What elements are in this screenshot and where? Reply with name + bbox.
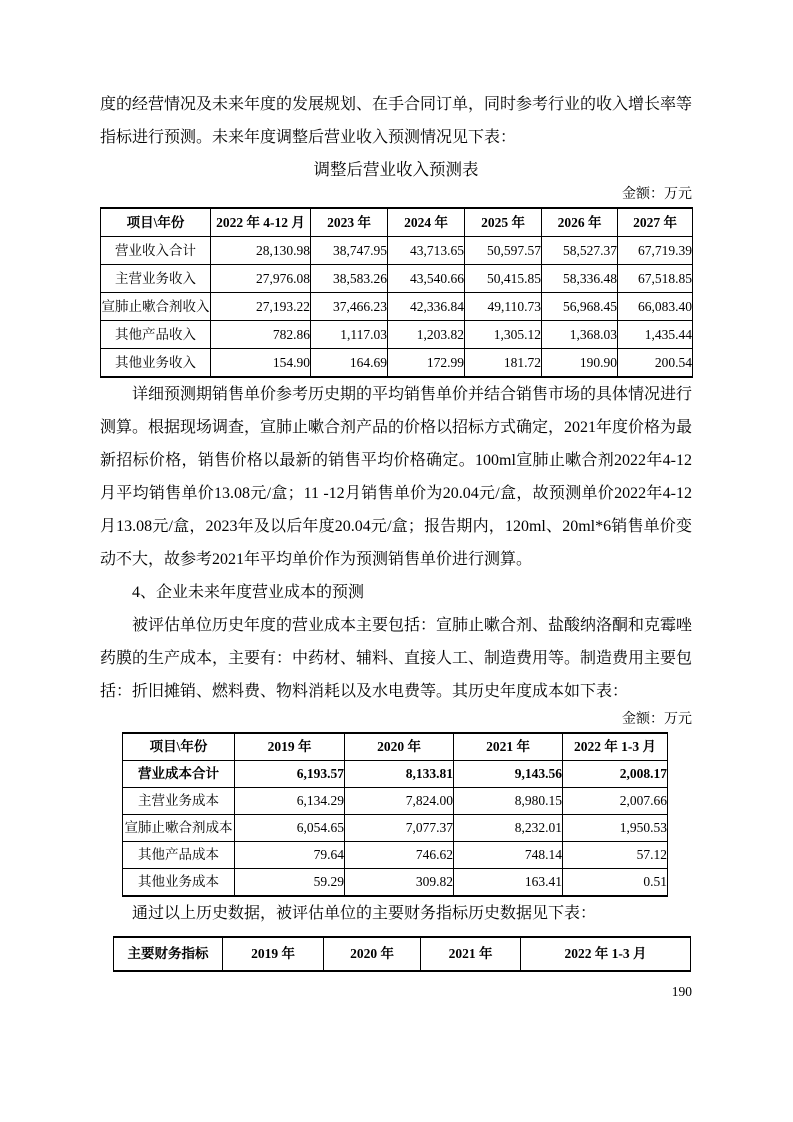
paragraph-intro: 度的经营情况及未来年度的发展规划、在手合同订单，同时参考行业的收入增长率等指标进行预测。未来年度调整后营业收入预测情况见下表： [100, 96, 693, 146]
table-cell: 190.90 [542, 349, 618, 378]
table-cell: 66,083.40 [618, 293, 693, 321]
table-header-cell: 2022 年 1-3 月 [563, 733, 668, 761]
table-cell: 7,824.00 [345, 788, 454, 815]
table-cell: 67,518.85 [618, 265, 693, 293]
table-header-cell: 2026 年 [542, 208, 618, 237]
table-cell: 27,193.22 [211, 293, 311, 321]
table-cell: 748.14 [454, 842, 563, 869]
row-label: 主营业务成本 [123, 788, 235, 815]
table-cell: 2,007.66 [563, 788, 668, 815]
table-cell: 57.12 [563, 842, 668, 869]
table-row [101, 321, 693, 349]
table-cell: 8,980.15 [454, 788, 563, 815]
table-cell: 43,540.66 [388, 265, 465, 293]
table-header-cell: 2020 年 [345, 733, 454, 761]
revenue-forecast-table [100, 207, 693, 378]
table-cell: 181.72 [465, 349, 542, 378]
table-cell: 6,134.29 [235, 788, 345, 815]
table-row [101, 293, 693, 321]
table-cell: 56,968.45 [542, 293, 618, 321]
table-header-cell: 项目\年份 [101, 208, 211, 237]
table-header-cell: 2022 年 4-12 月 [211, 208, 311, 237]
table-cell: 50,597.57 [465, 237, 542, 265]
table-cell: 37,466.23 [311, 293, 388, 321]
table-row [101, 265, 693, 293]
table-row [123, 869, 668, 897]
table-cell: 28,130.98 [211, 237, 311, 265]
row-label: 其他产品收入 [101, 321, 211, 349]
table-cell: 38,747.95 [311, 237, 388, 265]
section-heading: 4、企业未来年度营业成本的预测 [132, 584, 365, 601]
table-row-total [123, 761, 668, 788]
table-cell: 7,077.37 [345, 815, 454, 842]
table-cell: 746.62 [345, 842, 454, 869]
table-cell: 172.99 [388, 349, 465, 378]
table-header-row [101, 208, 693, 237]
table-cell: 782.86 [211, 321, 311, 349]
table1-title: 调整后营业收入预测表 [313, 160, 479, 179]
table-cell: 200.54 [618, 349, 693, 378]
row-label: 营业成本合计 [123, 761, 235, 788]
table-cell: 59.29 [235, 869, 345, 897]
table-cell: 1,435.44 [618, 321, 693, 349]
table-cell: 43,713.65 [388, 237, 465, 265]
table-header-cell: 2019 年 [235, 733, 345, 761]
table-row [123, 815, 668, 842]
table-cell: 8,232.01 [454, 815, 563, 842]
table-header-cell: 2021 年 [421, 937, 521, 971]
table-row [123, 842, 668, 869]
table-cell: 1,950.53 [563, 815, 668, 842]
table-cell: 309.82 [345, 869, 454, 897]
table-cell: 0.51 [563, 869, 668, 897]
table-cell: 1,305.12 [465, 321, 542, 349]
row-label: 宣肺止嗽合剂收入 [101, 293, 211, 321]
table-cell: 6,054.65 [235, 815, 345, 842]
table-row [123, 788, 668, 815]
table-header-row [123, 733, 668, 761]
row-label: 主营业务收入 [101, 265, 211, 293]
table-cell: 38,583.26 [311, 265, 388, 293]
table-header-cell: 2021 年 [454, 733, 563, 761]
table-row [101, 349, 693, 378]
table-header-cell: 2027 年 [618, 208, 693, 237]
table2-unit-label: 金额：万元 [622, 712, 692, 727]
table-header-cell: 2022 年 1-3 月 [521, 937, 691, 971]
table-cell: 27,976.08 [211, 265, 311, 293]
table-cell: 79.64 [235, 842, 345, 869]
table-header-cell: 2019 年 [223, 937, 324, 971]
table-cell: 163.41 [454, 869, 563, 897]
table-header-cell: 2025 年 [465, 208, 542, 237]
table-header-cell: 2024 年 [388, 208, 465, 237]
table-header-row [114, 937, 691, 971]
table-header-cell: 项目\年份 [123, 733, 235, 761]
row-label: 宣肺止嗽合剂成本 [123, 815, 235, 842]
table-cell: 1,203.82 [388, 321, 465, 349]
table-row [101, 237, 693, 265]
table1-unit-label: 金额：万元 [622, 187, 692, 202]
table-header-cell: 2020 年 [324, 937, 421, 971]
table-cell: 2,008.17 [563, 761, 668, 788]
table-cell: 164.69 [311, 349, 388, 378]
table-cell: 58,527.37 [542, 237, 618, 265]
table-cell: 1,368.03 [542, 321, 618, 349]
table-cell: 154.90 [211, 349, 311, 378]
row-label: 其他业务成本 [123, 869, 235, 897]
table-cell: 67,719.39 [618, 237, 693, 265]
row-label: 其他产品成本 [123, 842, 235, 869]
row-label: 营业收入合计 [101, 237, 211, 265]
table-header-cell: 主要财务指标 [114, 937, 223, 971]
paragraph-cost-description: 被评估单位历史年度的营业成本主要包括：宣肺止嗽合剂、盐酸纳洛酮和克霉唑药膜的生产成本，主要有：中药材、辅料、直接人工、制造费用等。制造费用主要包括：折旧摊销、燃料费、物料消耗以及水电费等。其历史年度成本如下表： [100, 617, 693, 700]
page-number: 190 [671, 984, 692, 999]
table-cell: 50,415.85 [465, 265, 542, 293]
table-cell: 49,110.73 [465, 293, 542, 321]
financial-indicators-table [113, 936, 691, 972]
paragraph-price-analysis: 详细预测期销售单价参考历史期的平均销售单价并结合销售市场的具体情况进行测算。根据现场调查，宣肺止嗽合剂产品的价格以招标方式确定，2021年度价格为最新招标价格，销售价格以最新的销售平均价格确定。100ml宣肺止嗽合剂2022年4-12月平均销售单价13.08元/盒；11 -12月销售单价为20.04元/盒，故预测单价2022年4-12月13.08元/盒，2023年及以后年度20.04元/盒；报告期内，120ml、20ml*6销售单价变动不大，故参考2021年平均单价作为预测销售单价进行测算。 [100, 386, 693, 568]
table-cell: 9,143.56 [454, 761, 563, 788]
table-header-cell: 2023 年 [311, 208, 388, 237]
paragraph-indicators-intro: 通过以上历史数据，被评估单位的主要财务指标历史数据见下表： [132, 905, 597, 922]
table-cell: 58,336.48 [542, 265, 618, 293]
table-cell: 6,193.57 [235, 761, 345, 788]
row-label: 其他业务收入 [101, 349, 211, 378]
table-cell: 8,133.81 [345, 761, 454, 788]
historical-cost-table [122, 732, 668, 897]
table-cell: 42,336.84 [388, 293, 465, 321]
table-cell: 1,117.03 [311, 321, 388, 349]
